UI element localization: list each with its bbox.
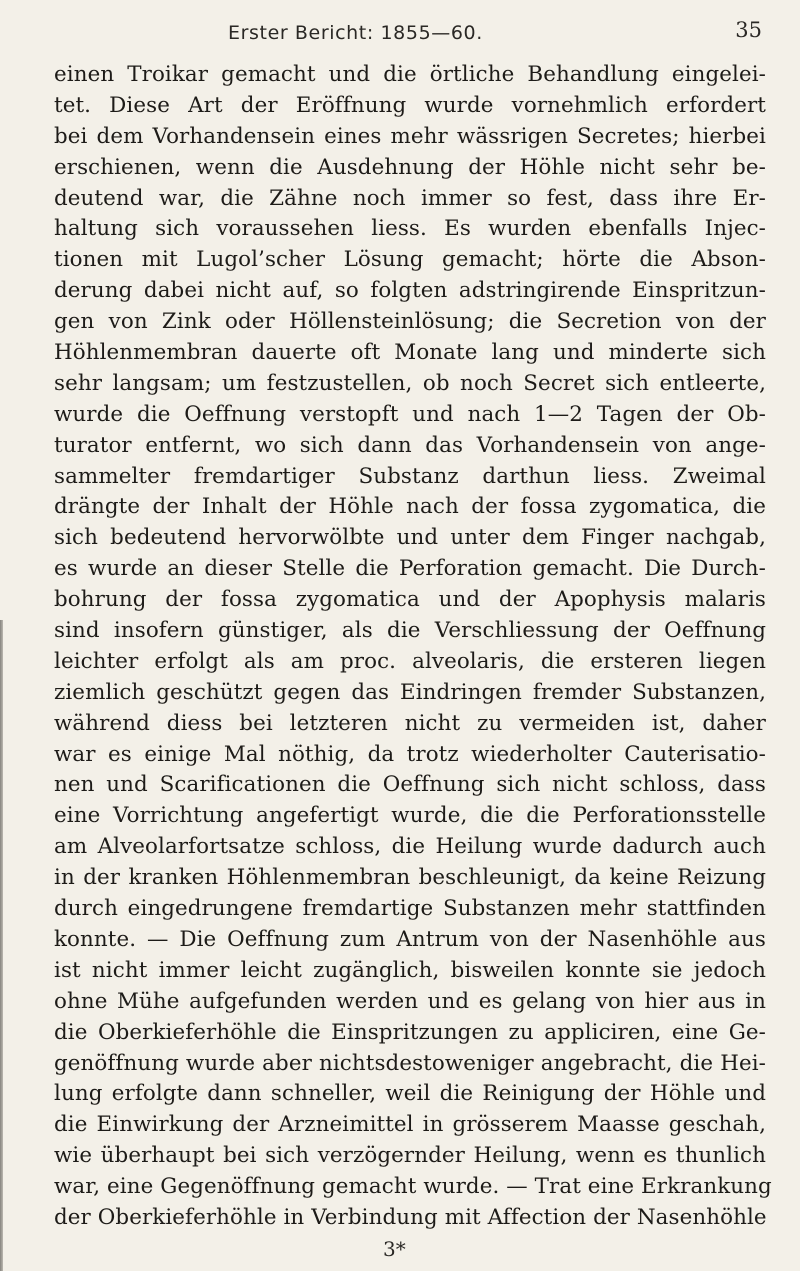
text-line: konnte. — Die Oeffnung zum Antrum von der Nasenhöhle aus xyxy=(54,926,766,952)
text-line: derung dabei nicht auf, so folgten adstringirende Einspritzun- xyxy=(54,278,766,304)
text-line: war es einige Mal nöthig, da trotz wiederholter Cauterisatio- xyxy=(54,741,766,767)
text-line: bei dem Vorhandensein eines mehr wässrigen Secretes; hierbei xyxy=(54,123,766,149)
text-line: genöffnung wurde aber nichtsdestoweniger angebracht, die Hei- xyxy=(54,1050,766,1076)
text-line: war, eine Gegenöffnung gemacht wurde. — Trat eine Erkrankung xyxy=(54,1174,772,1200)
text-line: ziemlich geschützt gegen das Eindringen fremder Substanzen, xyxy=(54,679,766,705)
text-line: der Oberkieferhöhle in Verbindung mit Affection der Nasenhöhle xyxy=(54,1204,767,1230)
page-number: 35 xyxy=(735,18,762,42)
binding-edge xyxy=(0,620,3,1271)
text-line: während diess bei letzteren nicht zu vermeiden ist, daher xyxy=(54,710,766,736)
text-line: drängte der Inhalt der Höhle nach der fossa zygomatica, die xyxy=(54,494,766,520)
text-line: sammelter fremdartiger Substanz darthun liess. Zweimal xyxy=(54,463,766,489)
text-line: tionen mit Lugol’scher Lösung gemacht; hörte die Abson- xyxy=(54,247,766,273)
text-line: ohne Mühe aufgefunden werden und es gelang von hier aus in xyxy=(54,988,766,1014)
text-line: in der kranken Höhlenmembran beschleunigt, da keine Reizung xyxy=(54,865,766,891)
text-line: sehr langsam; um festzustellen, ob noch Secret sich entleerte, xyxy=(54,370,766,396)
text-line: Höhlenmembran dauerte oft Monate lang und minderte sich xyxy=(54,340,766,366)
text-line: deutend war, die Zähne noch immer so fest, dass ihre Er- xyxy=(54,185,766,211)
text-line: gen von Zink oder Höllensteinlösung; die Secretion von der xyxy=(54,309,766,335)
body-text xyxy=(54,60,772,1234)
text-line: lung erfolgte dann schneller, weil die Reinigung der Höhle und xyxy=(54,1081,766,1107)
text-line: die Oberkieferhöhle die Einspritzungen zu appliciren, eine Ge- xyxy=(54,1019,766,1045)
signature-mark: 3* xyxy=(383,1237,406,1261)
text-line: eine Vorrichtung angefertigt wurde, die die Perforationsstelle xyxy=(54,803,766,829)
text-line: sich bedeutend hervorwölbte und unter dem Finger nachgab, xyxy=(54,525,766,551)
text-line: erschienen, wenn die Ausdehnung der Höhle nicht sehr be- xyxy=(54,154,766,180)
text-line: haltung sich voraussehen liess. Es wurden ebenfalls Injec- xyxy=(54,216,766,242)
text-line: am Alveolarfortsatze schloss, die Heilung wurde dadurch auch xyxy=(54,834,766,860)
text-line: einen Troikar gemacht und die örtliche Behandlung eingelei- xyxy=(54,62,766,87)
text-line: tet. Diese Art der Eröffnung wurde vornehmlich erfordert xyxy=(54,92,766,118)
running-title: Erster Bericht: 1855—60. xyxy=(228,22,483,44)
text-line: sind insofern günstiger, als die Verschliessung der Oeffnung xyxy=(54,618,766,644)
text-line: nen und Scarificationen die Oeffnung sich nicht schloss, dass xyxy=(54,772,766,798)
text-line: bohrung der fossa zygomatica und der Apophysis malaris xyxy=(54,587,766,613)
text-line: ist nicht immer leicht zugänglich, bisweilen konnte sie jedoch xyxy=(54,957,766,983)
text-line: die Einwirkung der Arzneimittel in grösserem Maasse geschah, xyxy=(54,1112,766,1138)
text-line: turator entfernt, wo sich dann das Vorhandensein von ange- xyxy=(54,432,766,458)
text-line: leichter erfolgt als am proc. alveolaris, die ersteren liegen xyxy=(54,648,766,674)
text-line: durch eingedrungene fremdartige Substanzen mehr stattfinden xyxy=(54,896,766,922)
text-line: wurde die Oeffnung verstopft und nach 1—2 Tagen der Ob- xyxy=(54,401,766,427)
text-line: es wurde an dieser Stelle die Perforation gemacht. Die Durch- xyxy=(54,556,766,582)
text-line: wie überhaupt bei sich verzögernder Heilung, wenn es thunlich xyxy=(54,1143,766,1169)
